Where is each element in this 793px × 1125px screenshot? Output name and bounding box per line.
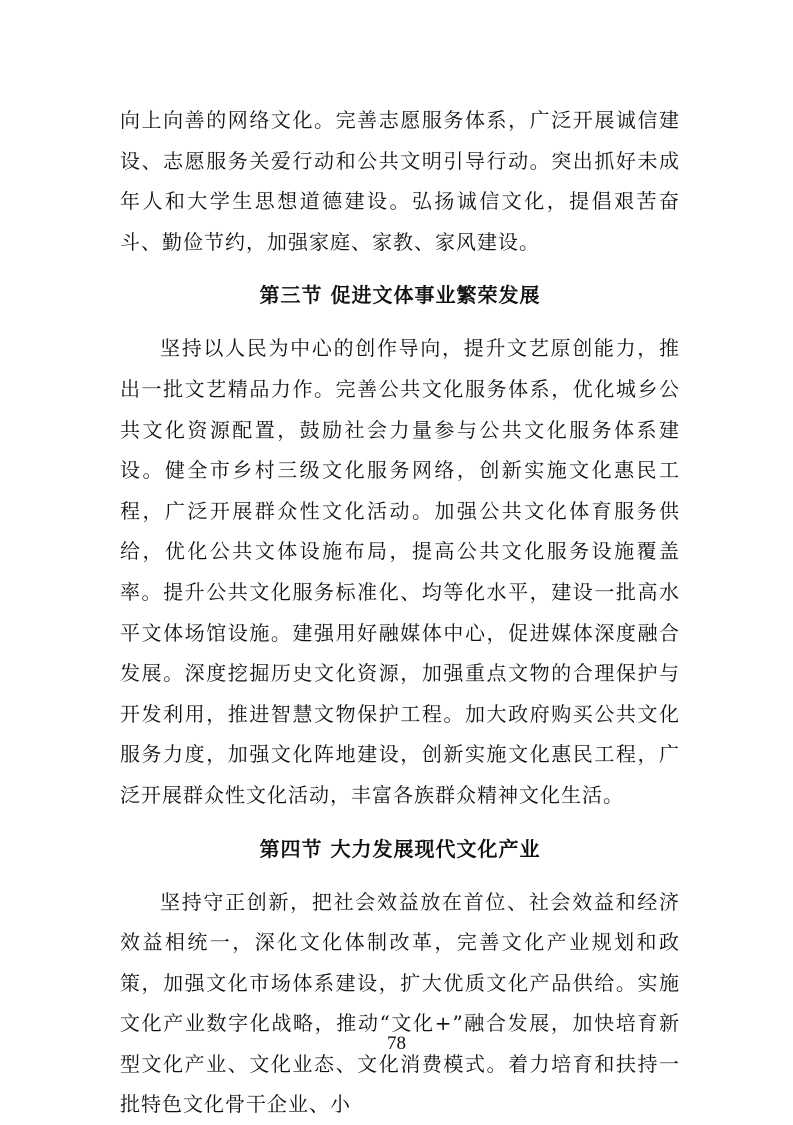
paragraph-cultural-sports: 坚持以人民为中心的创作导向，提升文艺原创能力，推出一批文艺精品力作。完善公共文化服务体系，优化城乡公共文化资源配置，鼓励社会力量参与公共文化服务体系建设。健全市乡村三级文化服务网络，创新实施文化惠民工程，广泛开展群众性文化活动。加强公共文化体育服务供给，优化公共文体设施布局，提高公共文化服务设施覆盖率。提升公共文化服务标准化、均等化水平，建设一批高水平文体场馆设施。建强用好融媒体中心，促进媒体深度融合发展。深度挖掘历史文化资源，加强重点文物的合理保护与开发利用，推进智慧文物保护工程。加大政府购买公共文化服务力度，加强文化阵地建设，创新实施文化惠民工程，广泛开展群众性文化活动，丰富各族群众精神文化生活。 [120, 328, 680, 815]
paragraph-cultural-industry: 坚持守正创新，把社会效益放在首位、社会效益和经济效益相统一，深化文化体制改革，完善文化产业规划和政策，加强文化市场体系建设，扩大优质文化产品供给。实施文化产业数字化战略，推动“文化+”融合发展，加快培育新型文化产业、文化业态、文化消费模式。着力培育和扶持一批特色文化骨干企业、小 [120, 882, 680, 1125]
paragraph-continuation: 向上向善的网络文化。完善志愿服务体系，广泛开展诚信建设、志愿服务关爱行动和公共文明引导行动。突出抓好未成年人和大学生思想道德建设。弘扬诚信文化，提倡艰苦奋斗、勤俭节约，加强家庭、家教、家风建设。 [120, 100, 680, 262]
page-number: 78 [0, 1033, 793, 1055]
section-heading-4: 第四节 大力发展现代文化产业 [120, 816, 680, 882]
section-heading-3: 第三节 促进文体事业繁荣发展 [120, 262, 680, 328]
document-body [120, 100, 680, 1125]
